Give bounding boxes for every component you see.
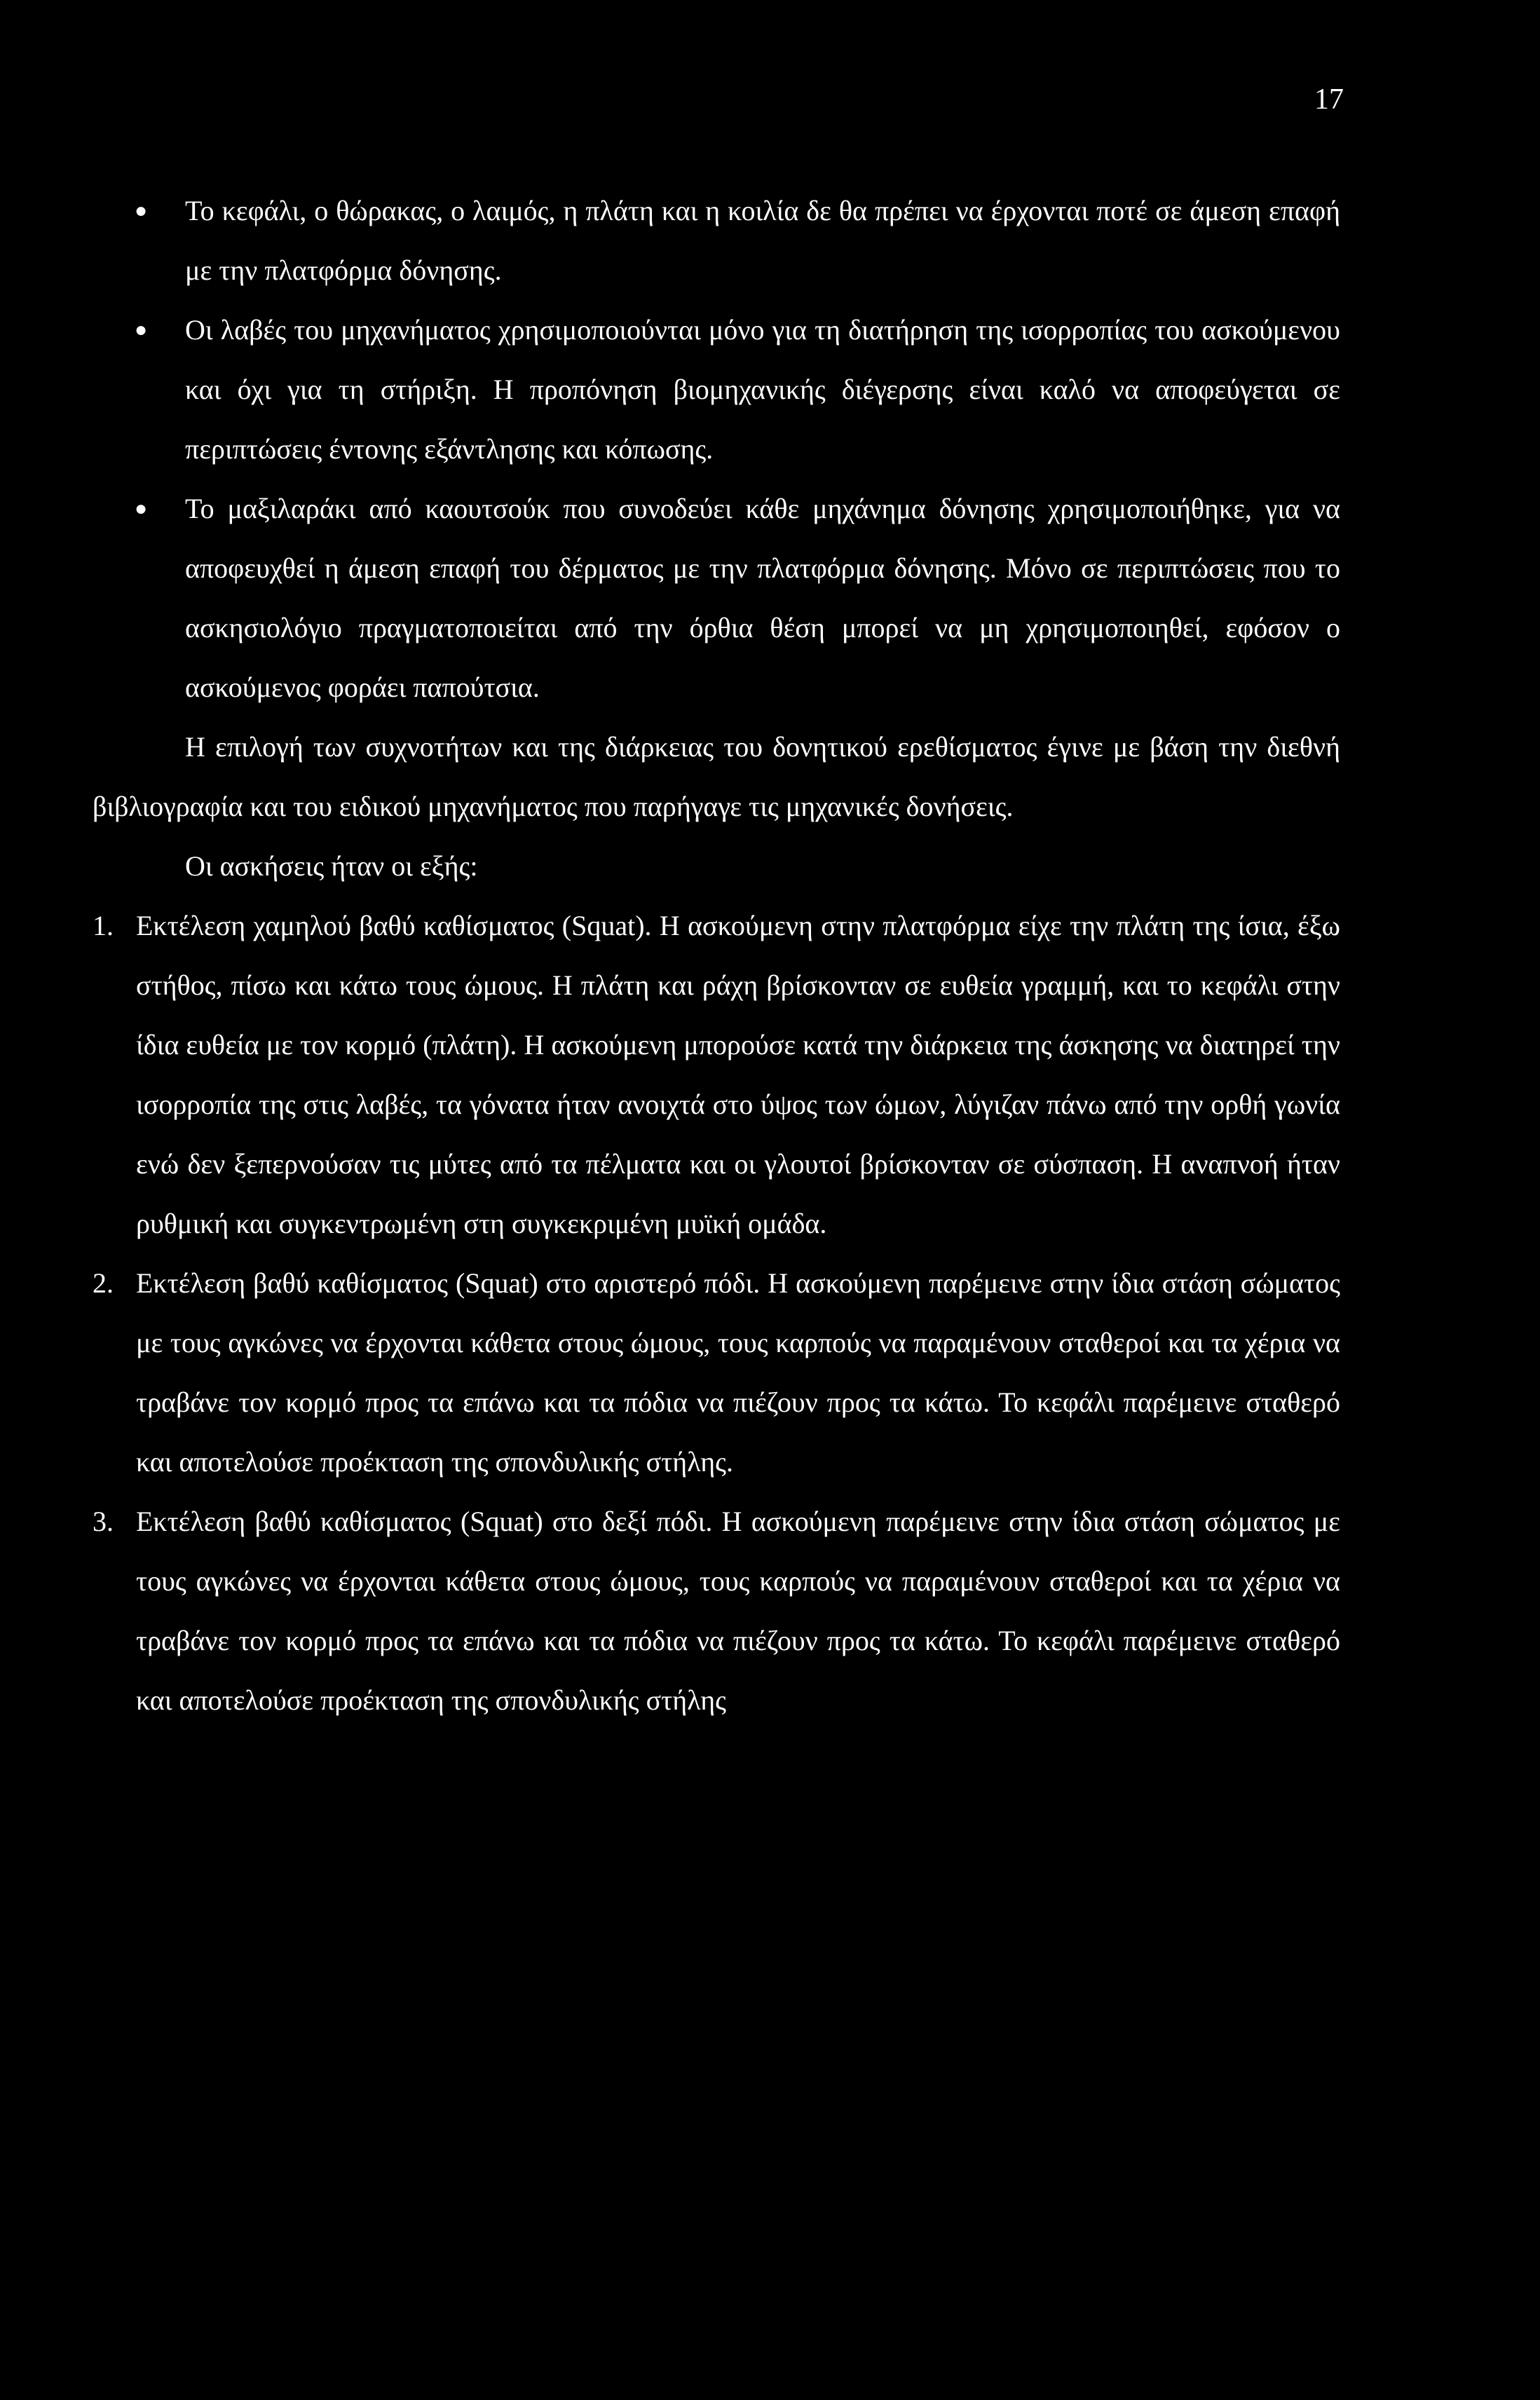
bullet-icon: ● <box>135 497 148 520</box>
bullet-icon: ● <box>135 199 148 222</box>
exercise-item <box>93 1253 1340 1492</box>
bullet-item <box>93 181 1340 300</box>
bullet-item <box>93 479 1340 717</box>
bullet-item <box>93 300 1340 479</box>
bullet-text: Το μαξιλαράκι από καουτσούκ που συνοδεύει κάθε μηχάνημα δόνησης χρησιμοποιήθηκε, για να αποφευχθεί η άμεση επαφή του δέρματος με την πλατφόρμα δόνησης. Μόνο σε περιπτώσεις που το ασκησιολόγιο πραγματοποιείται από την όρθια θέση μπορεί να μη χρησιμοποιηθεί, εφόσον ο ασκούμενος φοράει παπούτσια. <box>185 493 1340 703</box>
exercise-text: Εκτέλεση βαθύ καθίσματος (Squat) στο αριστερό πόδι. Η ασκούμενη παρέμεινε στην ίδια στάση σώματος με τους αγκώνες να έρχονται κάθετα στους ώμους, τους καρπούς να παραμένουν σταθεροί και τα χέρια να τραβάνε τον κορμό προς τα επάνω και τα πόδια να πιέζουν προς τα κάτω. Το κεφάλι παρέμεινε σταθερό και αποτελούσε προέκταση της σπονδυλικής στήλης. <box>136 1267 1340 1478</box>
exercise-number: 3. <box>93 1506 114 1537</box>
exercise-item <box>93 896 1340 1253</box>
bullet-list <box>93 181 1340 717</box>
exercise-number: 2. <box>93 1267 114 1299</box>
exercise-item <box>93 1492 1340 1730</box>
body-paragraph: Η επιλογή των συχνοτήτων και της διάρκειας του δονητικού ερεθίσματος έγινε με βάση την διεθνή βιβλιογραφία και του ειδικού μηχανήματος που παρήγαγε τις μηχανικές δονήσεις. <box>93 731 1340 822</box>
bullet-icon: ● <box>135 318 148 341</box>
exercises-intro: Οι ασκήσεις ήταν οι εξής: <box>185 850 478 882</box>
bullet-text: Το κεφάλι, ο θώρακας, ο λαιμός, η πλάτη και η κοιλία δε θα πρέπει να έρχονται ποτέ σε άμεση επαφή με την πλατφόρμα δόνησης. <box>185 195 1340 286</box>
exercise-number: 1. <box>93 910 114 941</box>
exercise-text: Εκτέλεση βαθύ καθίσματος (Squat) στο δεξί πόδι. Η ασκούμενη παρέμεινε στην ίδια στάση σώματος με τους αγκώνες να έρχονται κάθετα στους ώμους, τους καρπούς να παραμένουν σταθεροί και τα χέρια να τραβάνε τον κορμό προς τα επάνω και τα πόδια να πιέζουν προς τα κάτω. Το κεφάλι παρέμεινε σταθερό και αποτελούσε προέκταση της σπονδυλικής στήλης <box>136 1506 1340 1716</box>
page-number: 17 <box>1314 83 1344 116</box>
document-body <box>93 181 1340 1730</box>
exercise-text: Εκτέλεση χαμηλού βαθύ καθίσματος (Squat). Η ασκούμενη στην πλατφόρμα είχε την πλάτη της ίσια, έξω στήθος, πίσω και κάτω τους ώμους. Η πλάτη και ράχη βρίσκονταν σε ευθεία γραμμή, και το κεφάλι στην ίδια ευθεία με τον κορμό (πλάτη). Η ασκούμενη μπορούσε κατά την διάρκεια της άσκησης να διατηρεί την ισορροπία της στις λαβές, τα γόνατα ήταν ανοιχτά στο ύψος των ώμων, λύγιζαν πάνω από την ορθή γωνία ενώ δεν ξεπερνούσαν τις μύτες από τα πέλματα και οι γλουτοί βρίσκονταν σε σύσπαση. Η αναπνοή ήταν ρυθμική και συγκεντρωμένη στη συγκεκριμένη μυϊκή ομάδα. <box>136 910 1340 1239</box>
exercise-list <box>93 896 1340 1730</box>
bullet-text: Οι λαβές του μηχανήματος χρησιμοποιούνται μόνο για τη διατήρηση της ισορροπίας του ασκούμενου και όχι για τη στήριξη. Η προπόνηση βιομηχανικής διέγερσης είναι καλό να αποφεύγεται σε περιπτώσεις έντονης εξάντλησης και κόπωσης. <box>185 314 1340 465</box>
